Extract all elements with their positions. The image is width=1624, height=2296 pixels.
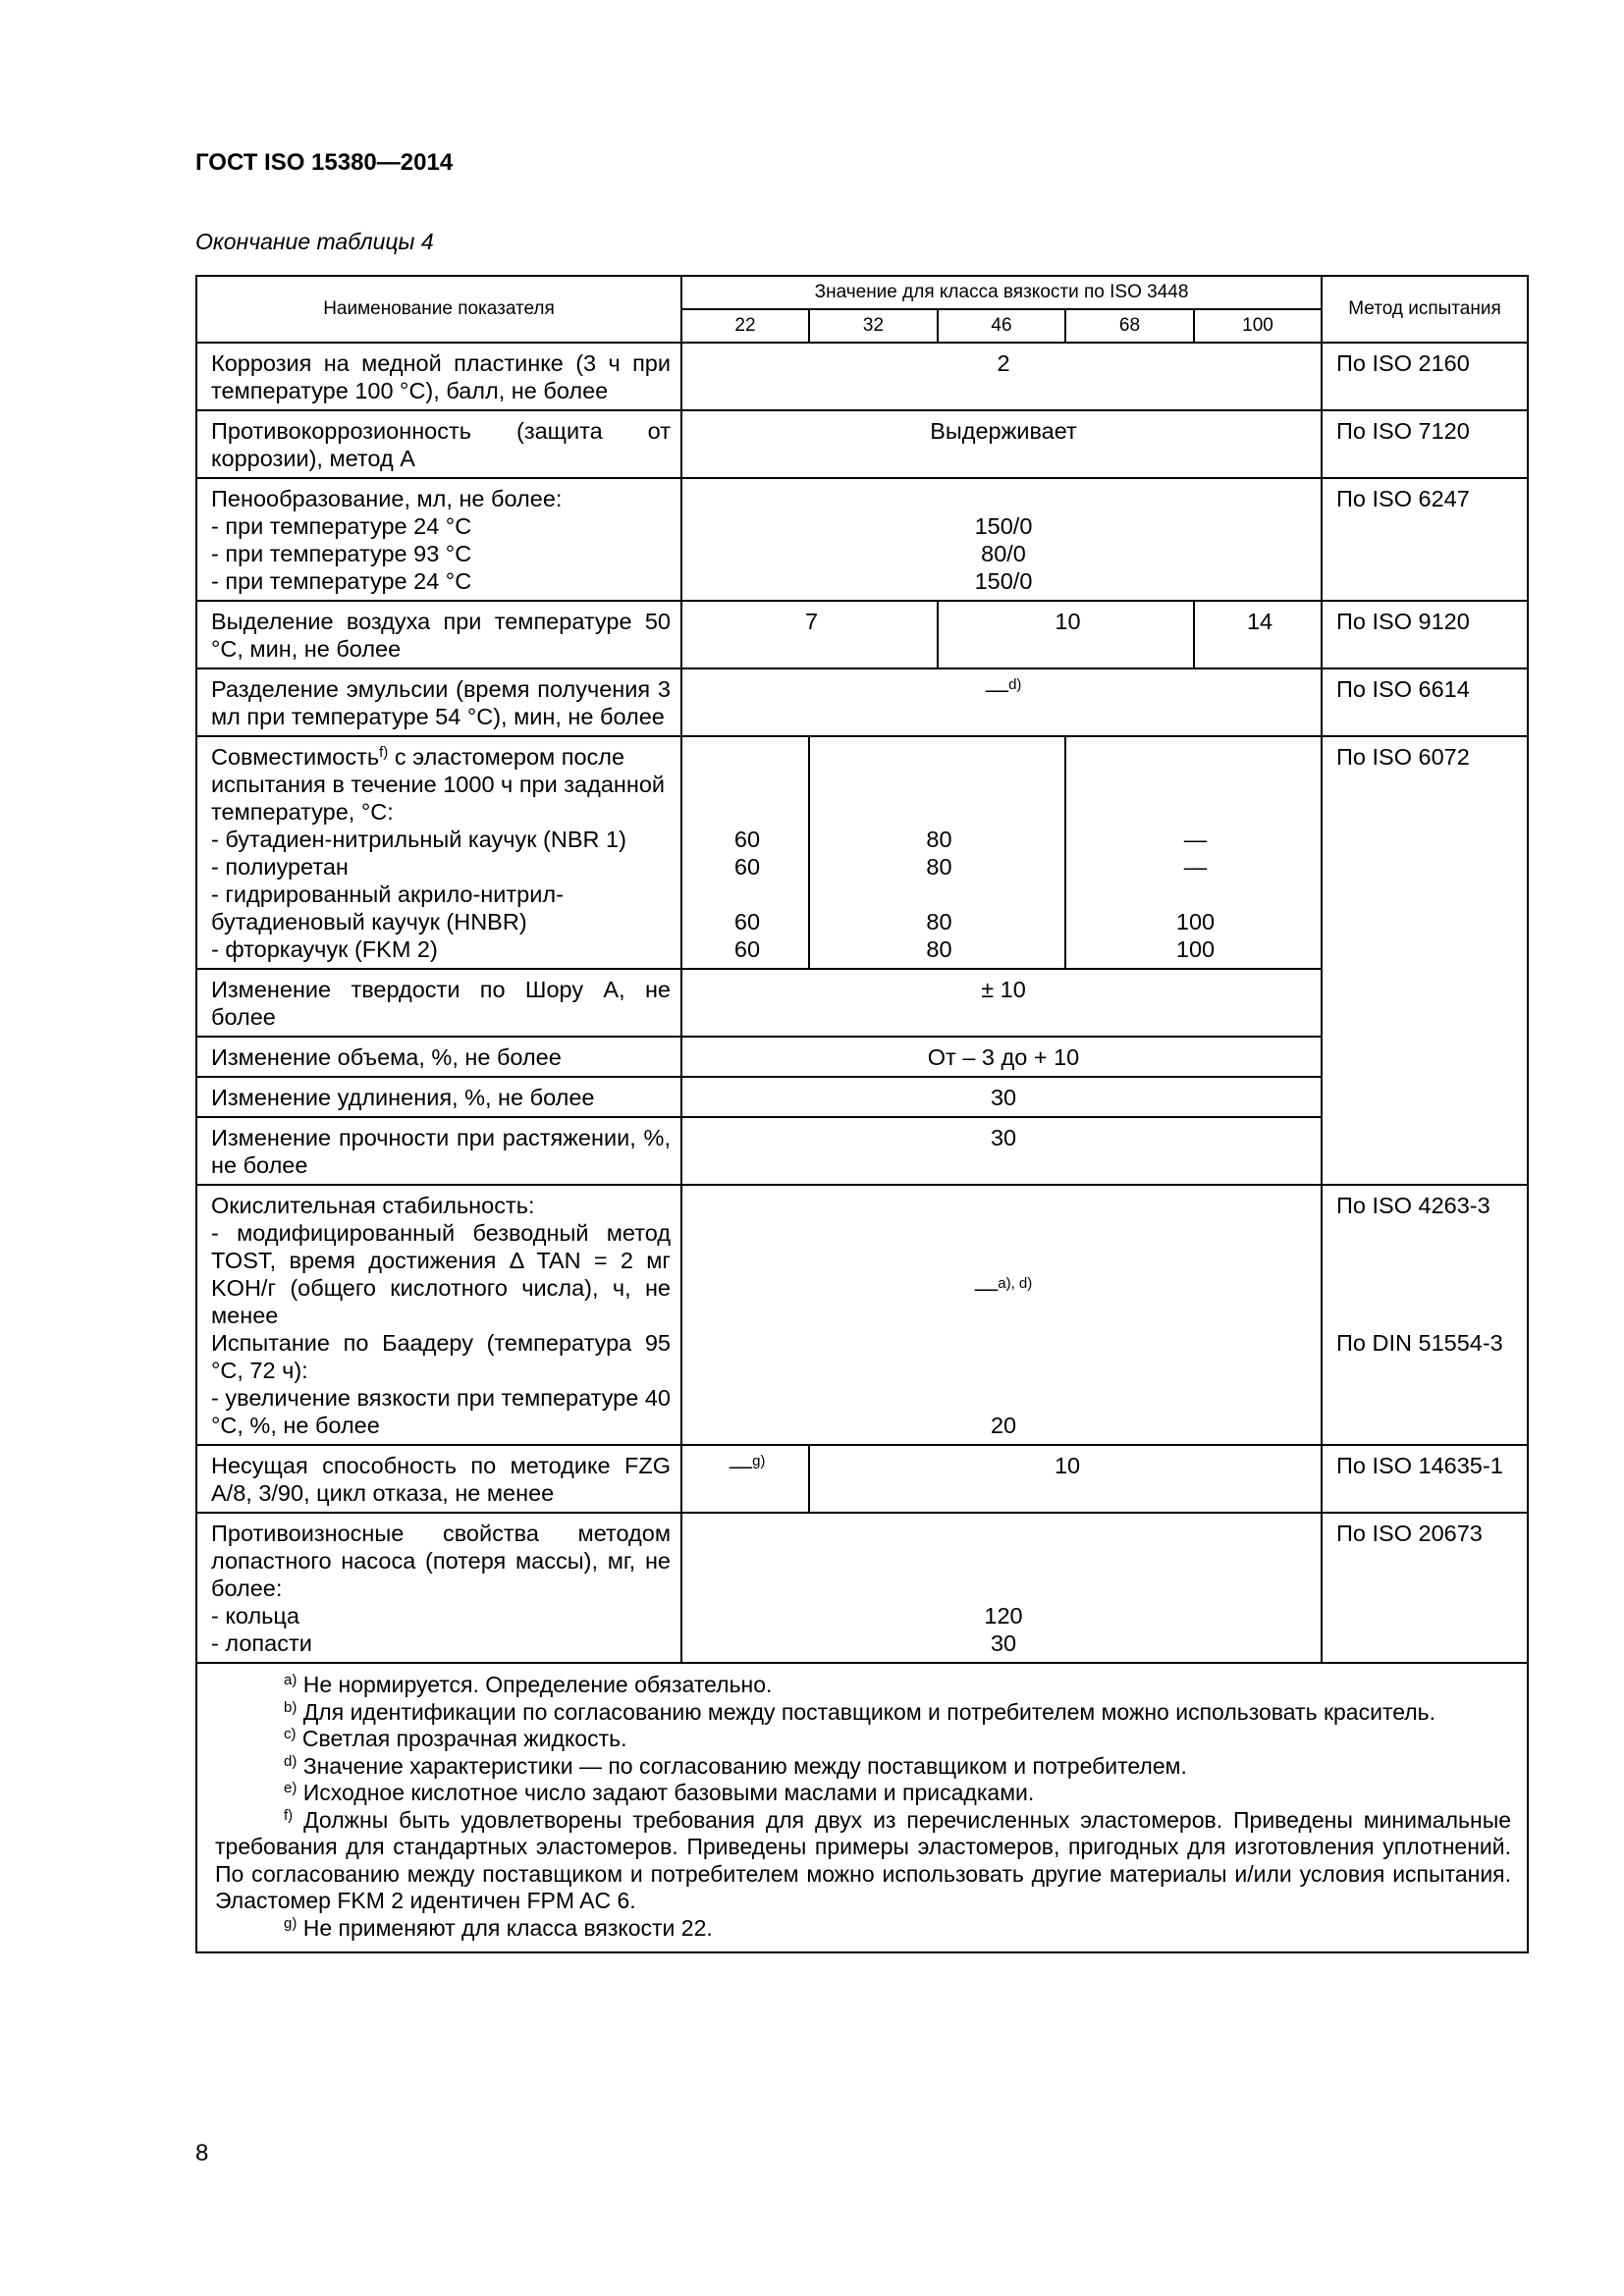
row-value-line: 60 [733, 936, 761, 962]
row-value-line: 60 [733, 909, 761, 934]
table-caption: Окончание таблицы 4 [195, 229, 434, 254]
row-name-line: - гидрированный акрило-нитрил-бутадиеновый каучук (HNBR) [211, 881, 564, 934]
row-value-22 [681, 736, 809, 969]
row-method: По ISO 6072 [1322, 736, 1528, 1185]
row-name: Противокоррозионность (защита от коррозии), метод А [196, 410, 681, 478]
row-method [1322, 1185, 1528, 1445]
footnote: $^{e)}$ Исходное кислотное число задают базовыми маслами и присадками. [284, 1780, 1035, 1805]
row-name-line: Пенообразование, мл, не более: [211, 486, 563, 511]
row-value-line: 120 [984, 1603, 1023, 1629]
row-method: По ISO 2160 [1322, 343, 1528, 410]
header-row [196, 276, 1528, 309]
row-value-68-100 [1065, 736, 1322, 969]
row-name-line: с эластомером после испытания в течение 1000 ч при заданной температуре, °С: [211, 744, 666, 825]
table-row [196, 668, 1528, 736]
row-value: 30 [681, 1077, 1322, 1117]
row-value-22-32: 7 [681, 601, 938, 668]
row-value: От – 3 до + 10 [681, 1037, 1322, 1077]
footnote: $^{c)}$ Светлая прозрачная жидкость. [284, 1726, 627, 1751]
table-row [196, 1445, 1528, 1513]
table-row [196, 478, 1528, 601]
row-value [681, 478, 1322, 601]
table-row [196, 343, 1528, 410]
table-row [196, 1513, 1528, 1663]
row-method: По ISO 20673 [1322, 1513, 1528, 1663]
document-header: ГОСТ ISO 15380—2014 [195, 149, 454, 176]
row-method-line: По DIN 51554-3 [1336, 1330, 1503, 1356]
row-name: Изменение прочности при растяжении, %, не более [196, 1117, 681, 1185]
row-name: Несущая способность по методике FZG A/8, 3/90, цикл отказа, не менее [196, 1445, 681, 1513]
footnote-ref: d) [1008, 676, 1022, 693]
row-name [196, 478, 681, 601]
row-value-line: 80 [926, 854, 952, 880]
table-row [196, 1185, 1528, 1445]
header-name: Наименование показателя [196, 276, 681, 343]
table-row [196, 410, 1528, 478]
row-name: Разделение эмульсии (время получения 3 мл при температуре 54 °С), мин, не более [196, 668, 681, 736]
row-name: Изменение удлинения, %, не более [196, 1077, 681, 1117]
footnote: $^{g)}$ Не применяют для класса вязкости 22. [284, 1914, 713, 1941]
row-value-32-100: 10 [809, 1445, 1322, 1513]
footnotes-row [196, 1663, 1528, 1952]
header-viscosity-group: Значение для класса вязкости по ISO 3448 [681, 276, 1322, 309]
row-name-line: Противоизносные свойства методом лопастного насоса (потеря массы), мг, не более: [211, 1521, 671, 1601]
row-name-line: - фторкаучук (FKM 2) [211, 936, 438, 962]
footnote-ref: f) [379, 744, 389, 761]
row-name [196, 736, 681, 969]
row-value-line: — [1183, 854, 1208, 880]
row-value-line: 100 [1175, 909, 1216, 934]
row-name-line: - кольца [211, 1603, 299, 1629]
footnote: $^{a)}$ Не нормируется. Определение обязательно. [284, 1672, 773, 1697]
row-value-line: —$^{a), d)}$ [974, 1275, 1033, 1301]
specification-table [195, 275, 1529, 1953]
row-value [681, 1185, 1322, 1445]
row-value-100: 14 [1194, 601, 1322, 668]
row-value-22: —$^{g)}$ [681, 1445, 809, 1513]
row-name [196, 1185, 681, 1445]
footnote-ref: g) [752, 1453, 766, 1469]
row-value: Выдерживает [681, 410, 1322, 478]
row-method: По ISO 14635-1 [1322, 1445, 1528, 1513]
row-value: ± 10 [681, 969, 1322, 1037]
row-value-dash: — [985, 676, 1009, 702]
row-value: 30 [681, 1117, 1322, 1185]
footnote: $^{b)}$ Для идентификации по согласованию между поставщиком и потребителем можно использовать краситель. [284, 1698, 1436, 1725]
header-class-46: 46 [938, 309, 1065, 343]
row-name-line: Испытание по Баадеру (температура 95 °С, 72 ч): [211, 1330, 671, 1383]
row-value-line: 80 [926, 909, 952, 934]
header-class-32: 32 [809, 309, 938, 343]
row-name-line: - полиуретан [211, 854, 349, 880]
row-value [681, 1513, 1322, 1663]
row-name: Коррозия на медной пластинке (3 ч при температуре 100 °С), балл, не более [196, 343, 681, 410]
row-name: Изменение твердости по Шору А, не более [196, 969, 681, 1037]
row-name: Выделение воздуха при температуре 50 °С, мин, не более [196, 601, 681, 668]
footnote: $^{f)}$ Должны быть удовлетворены требования для двух из перечисленных эластомеров. Приведены минимальные требования для стандартных эластомеров. Приведены примеры эластомеров, пригодных для изготовления уплотнений. По согласованию между поставщиком и потребителем можно использовать другие материалы и/или условия испытания. Эластомер FKM 2 идентичен FPM AC 6. [215, 1806, 1512, 1913]
footnotes [196, 1663, 1528, 1952]
row-method: По ISO 6614 [1322, 668, 1528, 736]
row-name-lead: Совместимость [211, 744, 380, 770]
row-value-line: 80 [926, 936, 952, 962]
header-class-68: 68 [1065, 309, 1194, 343]
row-value-line: 80/0 [981, 541, 1026, 566]
footnote: $^{d)}$ Значение характеристики — по согласованию между поставщиком и потребителем. [284, 1752, 1187, 1779]
header-class-22: 22 [681, 309, 809, 343]
row-name-line: - при температуре 24 °С [211, 568, 472, 594]
row-method: По ISO 9120 [1322, 601, 1528, 668]
row-value-line: 150/0 [974, 568, 1033, 594]
row-value-line: — [1183, 827, 1208, 852]
row-value-line: 100 [1175, 936, 1216, 962]
row-value-46-68: 10 [938, 601, 1194, 668]
row-value-line: 30 [990, 1630, 1017, 1656]
row-name-line: - модифицированный безводный метод TOST, время достижения Δ TAN = 2 мг KOH/г (общего кислотного числа), ч, не менее [211, 1220, 671, 1328]
table-row [196, 736, 1528, 969]
header-class-100: 100 [1194, 309, 1322, 343]
row-name-line: - бутадиен-нитрильный каучук (NBR 1) [211, 827, 626, 852]
row-value [681, 668, 1322, 736]
row-name-line: - при температуре 24 °С [211, 513, 472, 539]
page-number: 8 [195, 2140, 209, 2166]
row-value-line: 60 [733, 854, 761, 880]
row-name [196, 1513, 681, 1663]
row-method-line: По ISO 4263-3 [1336, 1193, 1490, 1218]
row-value-line: 150/0 [974, 513, 1033, 539]
row-value-line: 60 [733, 827, 761, 852]
row-name-line: - при температуре 93 °С [211, 541, 472, 566]
row-name-line: - увеличение вязкости при температуре 40 °С, %, не более [211, 1385, 671, 1438]
row-value-line: 80 [926, 827, 952, 852]
footnote-ref: a), d) [998, 1275, 1033, 1292]
row-value-line: 20 [990, 1413, 1017, 1438]
header-method: Метод испытания [1322, 276, 1528, 343]
row-name-line: Окислительная стабильность: [211, 1193, 535, 1218]
row-name: Изменение объема, %, не более [196, 1037, 681, 1077]
row-name-line: - лопасти [211, 1630, 312, 1656]
table-row [196, 601, 1528, 668]
row-value-32-46 [809, 736, 1065, 969]
row-method: По ISO 7120 [1322, 410, 1528, 478]
row-value: 2 [681, 343, 1322, 410]
row-method: По ISO 6247 [1322, 478, 1528, 601]
